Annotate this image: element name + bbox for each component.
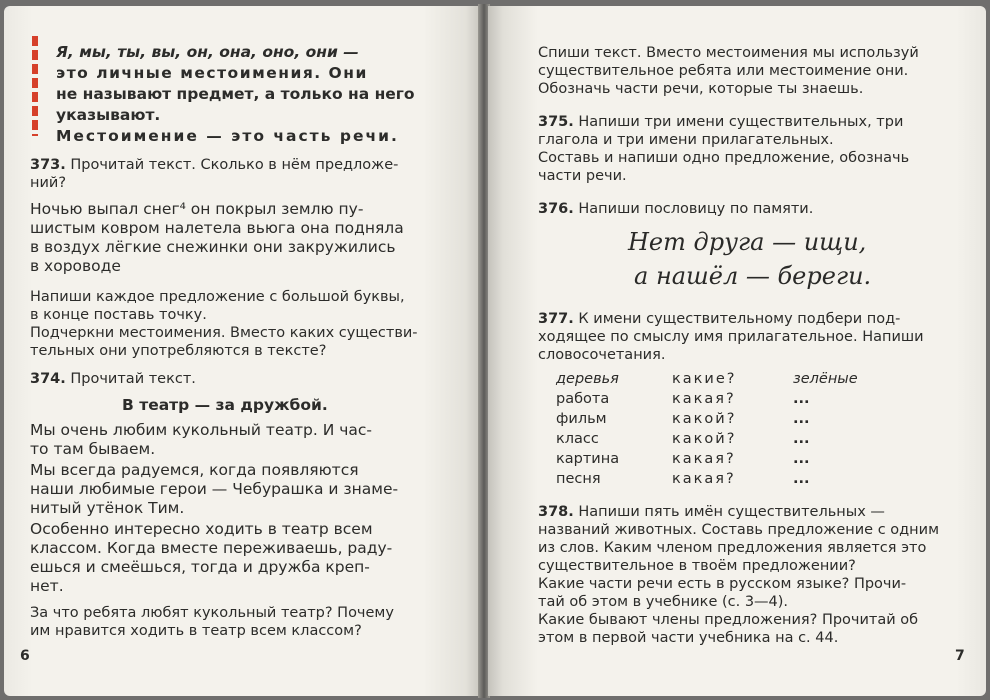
proverb-line-1: Нет друга — ищи, bbox=[628, 228, 867, 256]
ex377-line-3: словосочетания. bbox=[538, 347, 666, 363]
table-row-2-question: какой? bbox=[672, 411, 737, 427]
ex374-task: Прочитай текст. bbox=[70, 371, 196, 387]
rule-marker-bar bbox=[32, 36, 38, 136]
ex373-instr-3: Подчеркни местоимения. Вместо каких существи- bbox=[30, 325, 418, 341]
ex375-line-2: глагола и три имени прилагательных. bbox=[538, 132, 834, 148]
rule-line-1: Я, мы, ты, вы, он, она, оно, они — bbox=[56, 43, 359, 61]
ex373-heading bbox=[30, 156, 398, 174]
ex374-question-2: им нравится ходить в театр всем классом? bbox=[30, 623, 362, 639]
ex378-line-4: существительное в твоём предложении? bbox=[538, 558, 856, 574]
rule-line-2: это личные местоимения. Они bbox=[56, 64, 368, 82]
ex374-text-7: классом. Когда вместе переживаешь, раду- bbox=[30, 539, 393, 557]
ex378-line-2: названий животных. Составь предложение с одним bbox=[538, 522, 940, 538]
ex374-text-9: нет. bbox=[30, 577, 64, 595]
left-page-number: 6 bbox=[20, 648, 30, 664]
right-page-number: 7 bbox=[955, 648, 965, 664]
ex374-text-6: Особенно интересно ходить в театр всем bbox=[30, 520, 373, 538]
ex376-heading bbox=[538, 200, 813, 218]
table-row-5-blank: ... bbox=[793, 471, 810, 487]
ex373-text-3: в воздух лёгкие снежинки они закружились bbox=[30, 238, 396, 256]
ex373-task-1: Прочитай текст. Сколько в нём предложе- bbox=[70, 157, 399, 173]
ex374-text-4: наши любимые герои — Чебурашка и знаме- bbox=[30, 480, 399, 498]
ex374-text-1: Мы очень любим кукольный театр. И час- bbox=[30, 421, 372, 439]
ex374-text-5: нитый утёнок Тим. bbox=[30, 499, 185, 517]
ex373-instr-1: Напиши каждое предложение с большой буквы, bbox=[30, 289, 405, 305]
rule-line-4: указывают. bbox=[56, 106, 161, 124]
ex374-heading bbox=[30, 370, 196, 388]
ex378-heading bbox=[538, 503, 885, 521]
ex378-line-8: этом в первой части учебника на с. 44. bbox=[538, 630, 839, 646]
ex373-instr-4: тельных они употребляются в тексте? bbox=[30, 343, 327, 359]
table-row-2-noun: фильм bbox=[556, 411, 607, 427]
ex375-line-4: части речи. bbox=[538, 168, 627, 184]
table-row-5-noun: песня bbox=[556, 471, 601, 487]
ex375-heading bbox=[538, 113, 903, 131]
ex377-heading bbox=[538, 310, 900, 328]
ex377-line-1: К имени существительному подбери под- bbox=[578, 311, 901, 327]
ex373-text-1: Ночью выпал снег⁴ он покрыл землю пу- bbox=[30, 200, 364, 218]
ex374-question-1: За что ребята любят кукольный театр? Почему bbox=[30, 605, 394, 621]
intro-line-2: существительное ребята или местоимение они. bbox=[538, 63, 909, 79]
ex374-number: 374. bbox=[30, 371, 66, 387]
ex374-text-3: Мы всегда радуемся, когда появляются bbox=[30, 461, 359, 479]
ex373-number: 373. bbox=[30, 157, 66, 173]
table-header-question: какие? bbox=[672, 371, 737, 387]
rule-line-3: не называют предмет, а только на него bbox=[56, 85, 415, 103]
ex373-text-4: в хороводе bbox=[30, 257, 121, 275]
ex374-text-2: то там бываем. bbox=[30, 440, 156, 458]
table-row-1-noun: работа bbox=[556, 391, 610, 407]
table-header-adjective: зелёные bbox=[793, 371, 858, 387]
ex378-line-6: тай об этом в учебнике (с. 3—4). bbox=[538, 594, 789, 610]
proverb-line-2: а нашёл — береги. bbox=[634, 262, 872, 290]
intro-line-3: Обозначь части речи, которые ты знаешь. bbox=[538, 81, 864, 97]
table-row-3-blank: ... bbox=[793, 431, 810, 447]
ex375-line-3: Составь и напиши одно предложение, обозначь bbox=[538, 150, 910, 166]
ex376-number: 376. bbox=[538, 201, 574, 217]
ex373-text-2: шистым ковром налетела вьюга она подняла bbox=[30, 219, 404, 237]
ex378-number: 378. bbox=[538, 504, 574, 520]
intro-line-1: Спиши текст. Вместо местоимения мы используй bbox=[538, 45, 919, 61]
table-row-3-noun: класс bbox=[556, 431, 599, 447]
table-row-1-question: какая? bbox=[672, 391, 736, 407]
table-row-4-blank: ... bbox=[793, 451, 810, 467]
table-row-5-question: какая? bbox=[672, 471, 736, 487]
ex373-task-2: ний? bbox=[30, 175, 67, 191]
ex373-instr-2: в конце поставь точку. bbox=[30, 307, 207, 323]
ex375-line-1: Напиши три имени существительных, три bbox=[578, 114, 904, 130]
table-row-4-noun: картина bbox=[556, 451, 620, 467]
table-row-3-question: какой? bbox=[672, 431, 737, 447]
table-row-4-question: какая? bbox=[672, 451, 736, 467]
ex375-number: 375. bbox=[538, 114, 574, 130]
table-row-2-blank: ... bbox=[793, 411, 810, 427]
ex374-text-8: ешься и смеёшься, тогда и дружба креп- bbox=[30, 558, 370, 576]
ex374-title: В театр — за дружбой. bbox=[122, 396, 328, 414]
ex378-line-3: из слов. Каким членом предложения является это bbox=[538, 540, 927, 556]
ex378-line-1: Напиши пять имён существительных — bbox=[578, 504, 885, 520]
ex376-task: Напиши пословицу по памяти. bbox=[578, 201, 814, 217]
rule-line-5: Местоимение — это часть речи. bbox=[56, 127, 399, 145]
ex377-line-2: ходящее по смыслу имя прилагательное. Напиши bbox=[538, 329, 924, 345]
ex378-line-5: Какие части речи есть в русском языке? Прочи- bbox=[538, 576, 907, 592]
table-row-1-blank: ... bbox=[793, 391, 810, 407]
ex378-line-7: Какие бывают члены предложения? Прочитай об bbox=[538, 612, 919, 628]
ex377-number: 377. bbox=[538, 311, 574, 327]
table-header-noun: деревья bbox=[556, 371, 619, 387]
